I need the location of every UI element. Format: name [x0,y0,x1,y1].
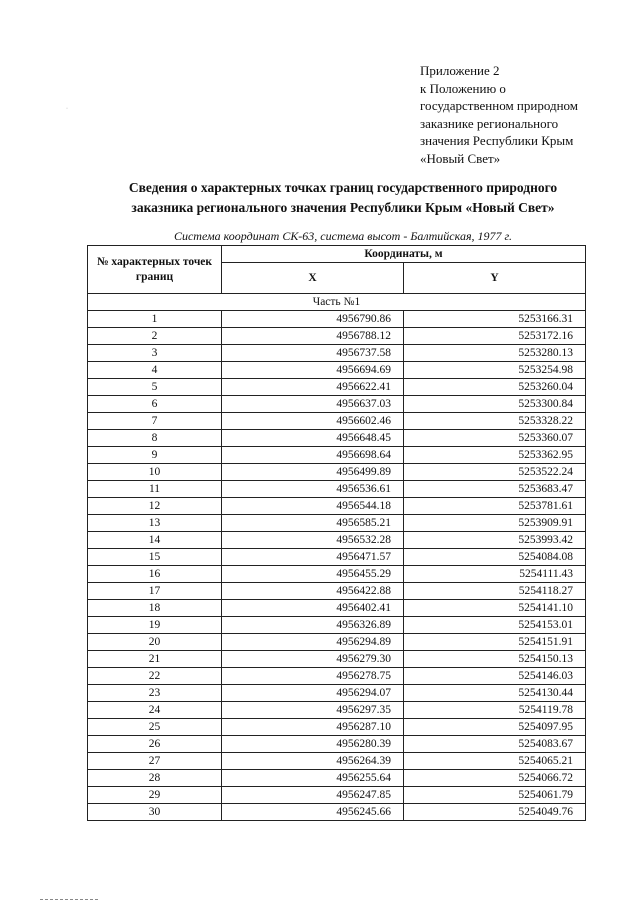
point-number-cell: 15 [88,549,222,566]
x-coordinate-cell: 4956247.85 [222,787,404,804]
x-coordinate-cell: 4956694.69 [222,362,404,379]
y-coordinate-cell: 5254066.72 [404,770,586,787]
table-row [88,753,586,770]
point-number-cell: 6 [88,396,222,413]
point-number-cell: 7 [88,413,222,430]
x-coordinate-cell: 4956698.64 [222,447,404,464]
y-coordinate-cell: 5254119.78 [404,702,586,719]
y-coordinate-cell: 5253328.22 [404,413,586,430]
y-coordinate-cell: 5254049.76 [404,804,586,821]
y-coordinate-cell: 5254153.01 [404,617,586,634]
part-label: Часть №1 [88,294,586,311]
table-row [88,464,586,481]
x-coordinate-cell: 4956297.35 [222,702,404,719]
x-coordinate-cell: 4956532.28 [222,532,404,549]
point-number-cell: 22 [88,668,222,685]
table-row [88,430,586,447]
table-row [88,345,586,362]
y-coordinate-cell: 5254083.67 [404,736,586,753]
appendix-line: заказнике регионального [420,115,559,131]
table-row [88,549,586,566]
x-coordinate-cell: 4956278.75 [222,668,404,685]
table-row [88,702,586,719]
point-number-cell: 10 [88,464,222,481]
table-row [88,311,586,328]
point-number-cell: 25 [88,719,222,736]
y-coordinate-cell: 5253362.95 [404,447,586,464]
table-row [88,634,586,651]
table-row [88,328,586,345]
coordinates-table [87,245,586,821]
table-row [88,515,586,532]
x-coordinate-cell: 4956294.89 [222,634,404,651]
appendix-note [420,62,630,167]
x-coordinate-cell: 4956326.89 [222,617,404,634]
x-coordinate-cell: 4956287.10 [222,719,404,736]
point-number-cell: 5 [88,379,222,396]
y-coordinate-cell: 5254084.08 [404,549,586,566]
point-number-cell: 17 [88,583,222,600]
table-row [88,787,586,804]
appendix-line: Приложение 2 [420,63,500,78]
point-number-cell: 16 [88,566,222,583]
point-number-cell: 9 [88,447,222,464]
scan-mark: · [66,106,68,112]
point-number-cell: 28 [88,770,222,787]
y-coordinate-cell: 5254111.43 [404,566,586,583]
point-number-cell: 12 [88,498,222,515]
table-row [88,668,586,685]
point-number-cell: 14 [88,532,222,549]
y-coordinate-cell: 5253360.07 [404,430,586,447]
x-coordinate-cell: 4956637.03 [222,396,404,413]
point-number-cell: 1 [88,311,222,328]
y-coordinate-cell: 5253300.84 [404,396,586,413]
y-coordinate-cell: 5253909.91 [404,515,586,532]
appendix-line: государственном природном [420,98,579,113]
table-row [88,532,586,549]
table-row [88,719,586,736]
y-coordinate-cell: 5253254.98 [404,362,586,379]
appendix-line: «Новый Свет» [420,150,501,166]
header-x: X [222,263,404,294]
y-coordinate-cell: 5254065.21 [404,753,586,770]
x-coordinate-cell: 4956648.45 [222,430,404,447]
header-coordinates: Координаты, м [222,246,586,263]
x-coordinate-cell: 4956788.12 [222,328,404,345]
document-title [60,178,626,218]
y-coordinate-cell: 5253280.13 [404,345,586,362]
x-coordinate-cell: 4956602.46 [222,413,404,430]
table-row [88,770,586,787]
y-coordinate-cell: 5254097.95 [404,719,586,736]
x-coordinate-cell: 4956422.88 [222,583,404,600]
y-coordinate-cell: 5253781.61 [404,498,586,515]
x-coordinate-cell: 4956499.89 [222,464,404,481]
point-number-cell: 2 [88,328,222,345]
x-coordinate-cell: 4956279.30 [222,651,404,668]
y-coordinate-cell: 5253683.47 [404,481,586,498]
point-number-cell: 21 [88,651,222,668]
x-coordinate-cell: 4956585.21 [222,515,404,532]
y-coordinate-cell: 5254151.91 [404,634,586,651]
x-coordinate-cell: 4956245.66 [222,804,404,821]
x-coordinate-cell: 4956280.39 [222,736,404,753]
table-row [88,396,586,413]
point-number-cell: 18 [88,600,222,617]
point-number-cell: 30 [88,804,222,821]
table-row [88,804,586,821]
y-coordinate-cell: 5254141.10 [404,600,586,617]
point-number-cell: 11 [88,481,222,498]
point-number-cell: 20 [88,634,222,651]
table-row [88,362,586,379]
x-coordinate-cell: 4956402.41 [222,600,404,617]
point-number-cell: 4 [88,362,222,379]
point-number-cell: 23 [88,685,222,702]
point-number-cell: 29 [88,787,222,804]
y-coordinate-cell: 5254061.79 [404,787,586,804]
table-row [88,651,586,668]
x-coordinate-cell: 4956264.39 [222,753,404,770]
y-coordinate-cell: 5254146.03 [404,668,586,685]
y-coordinate-cell: 5254130.44 [404,685,586,702]
x-coordinate-cell: 4956544.18 [222,498,404,515]
table-row [88,600,586,617]
x-coordinate-cell: 4956790.86 [222,311,404,328]
point-number-cell: 13 [88,515,222,532]
y-coordinate-cell: 5254150.13 [404,651,586,668]
coordinate-system-note: Система координат СК-63, система высот - Балтийская, 1977 г. [173,229,513,243]
point-number-cell: 19 [88,617,222,634]
x-coordinate-cell: 4956737.58 [222,345,404,362]
table-row [88,583,586,600]
point-number-cell: 3 [88,345,222,362]
header-point-text: № характерных точек границ [96,255,213,283]
table-row [88,617,586,634]
x-coordinate-cell: 4956255.64 [222,770,404,787]
x-coordinate-cell: 4956455.29 [222,566,404,583]
table-row [88,498,586,515]
table-row [88,566,586,583]
header-point-number [88,246,222,294]
y-coordinate-cell: 5253522.24 [404,464,586,481]
table-row [88,447,586,464]
appendix-line: значения Республики Крым [420,133,574,148]
point-number-cell: 26 [88,736,222,753]
point-number-cell: 8 [88,430,222,447]
header-y: Y [404,263,586,294]
appendix-line: к Положению о [420,80,506,96]
x-coordinate-cell: 4956536.61 [222,481,404,498]
x-coordinate-cell: 4956294.07 [222,685,404,702]
title-line: заказника регионального значения Республики Крым «Новый Свет» [131,200,555,215]
table-row [88,736,586,753]
y-coordinate-cell: 5253172.16 [404,328,586,345]
table-row [88,685,586,702]
x-coordinate-cell: 4956471.57 [222,549,404,566]
y-coordinate-cell: 5254118.27 [404,583,586,600]
x-coordinate-cell: 4956622.41 [222,379,404,396]
point-number-cell: 24 [88,702,222,719]
table-row [88,379,586,396]
footnote-separator [40,899,98,900]
point-number-cell: 27 [88,753,222,770]
y-coordinate-cell: 5253993.42 [404,532,586,549]
title-line: Сведения о характерных точках границ государственного природного [128,180,558,195]
table-row [88,413,586,430]
table-row [88,481,586,498]
y-coordinate-cell: 5253260.04 [404,379,586,396]
y-coordinate-cell: 5253166.31 [404,311,586,328]
